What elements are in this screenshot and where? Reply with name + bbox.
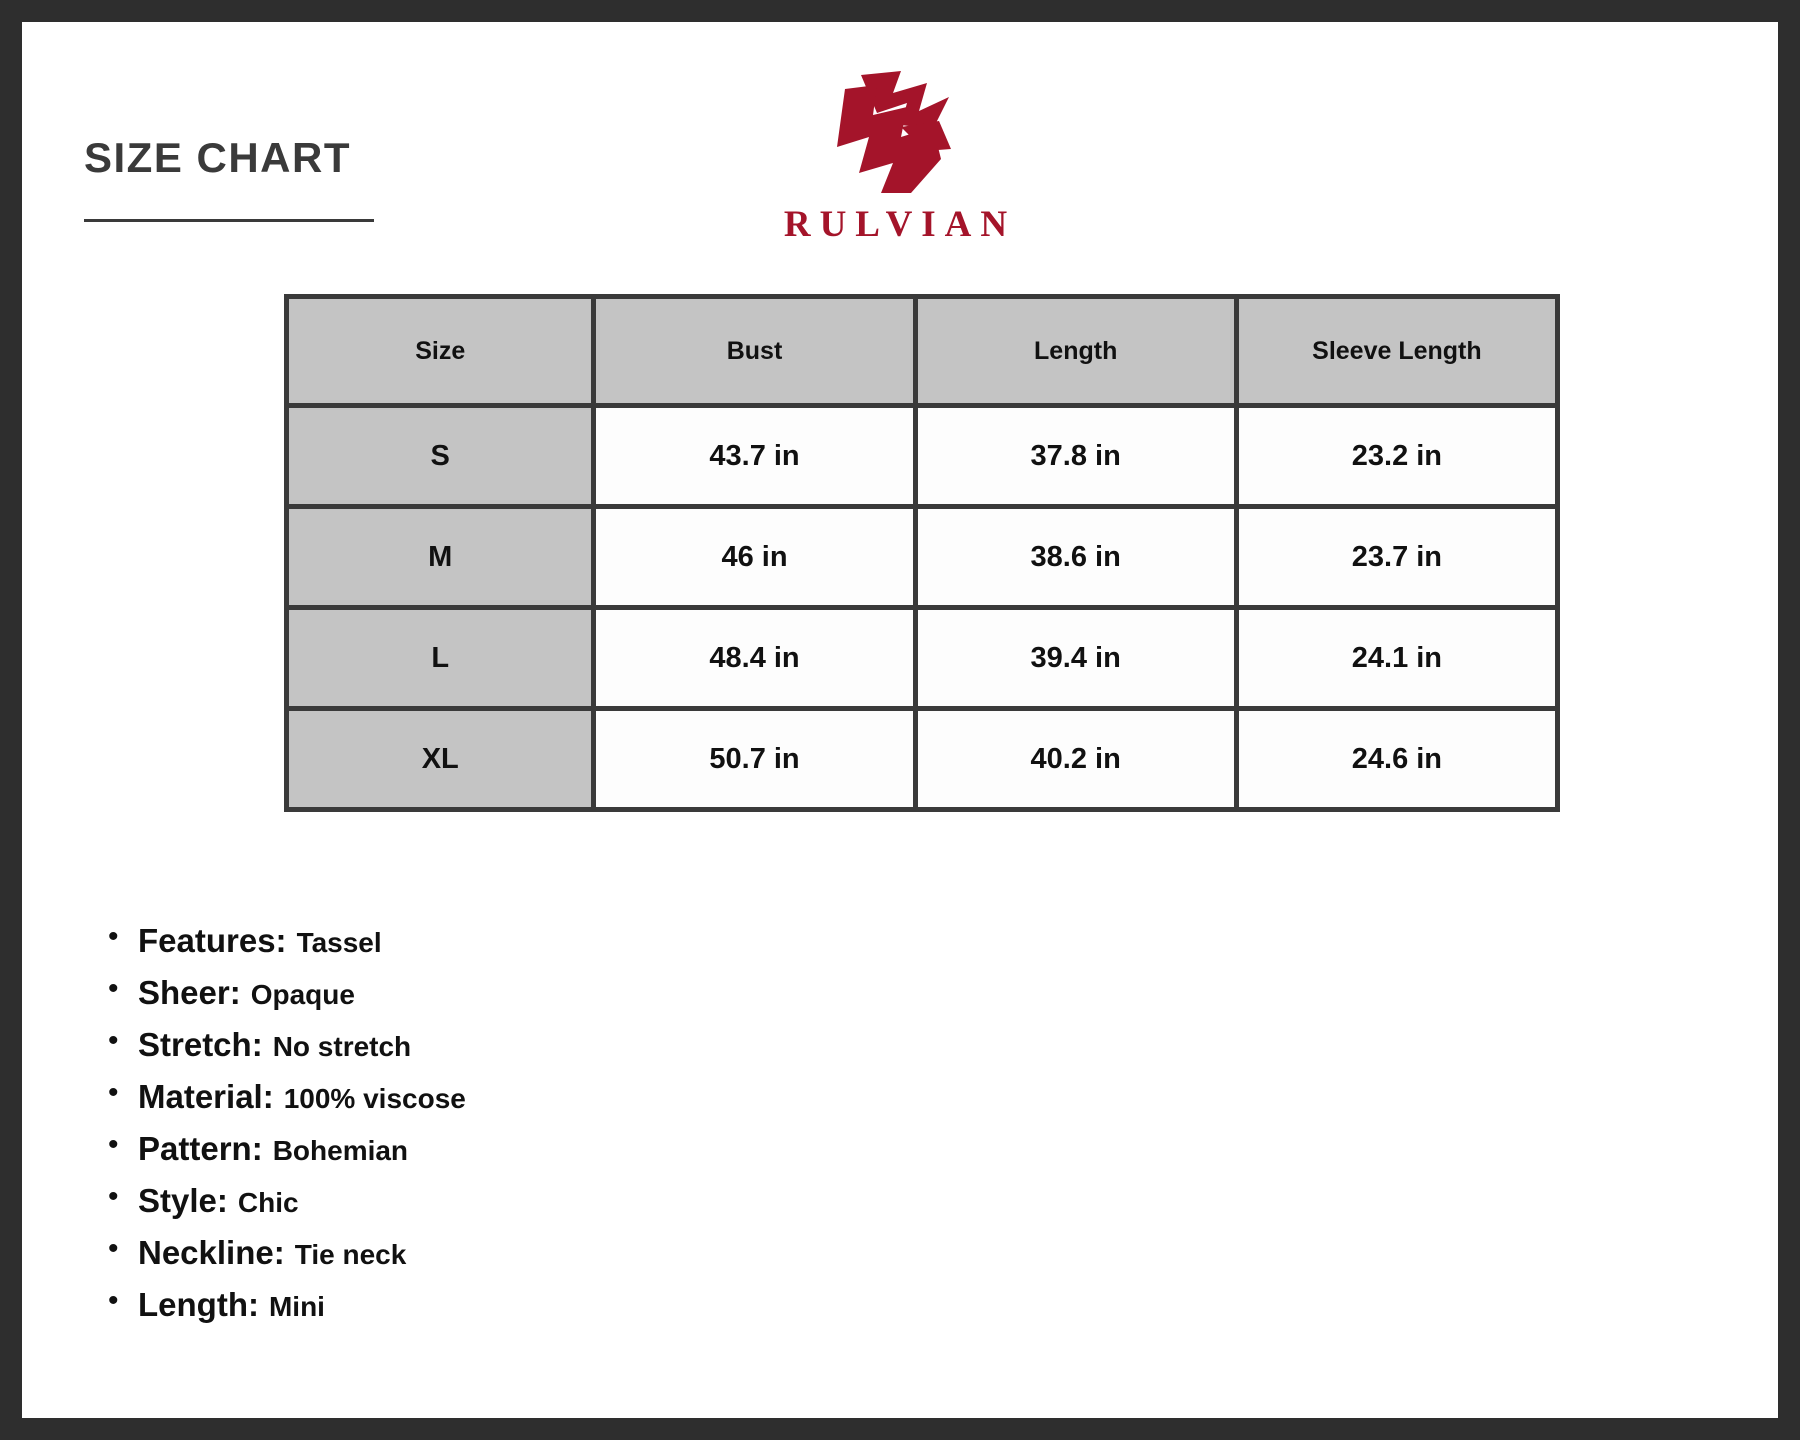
cell-bust: 50.7 in <box>596 711 912 807</box>
cell-length: 40.2 in <box>918 711 1234 807</box>
spec-label-features: Features: <box>138 922 287 959</box>
cell-bust: 46 in <box>596 509 912 605</box>
title-block <box>84 134 374 222</box>
document-inner <box>22 22 1778 1418</box>
cell-size: L <box>289 610 591 706</box>
spec-value-style: Chic <box>237 1186 299 1218</box>
spec-label-sheer: Sheer: <box>138 973 241 1011</box>
cell-sleeve: 24.6 in <box>1239 711 1555 807</box>
table-row <box>289 610 1555 706</box>
list-item <box>100 1078 466 1116</box>
spec-value-pattern: Bohemian <box>272 1134 409 1166</box>
list-item <box>100 1026 466 1064</box>
cell-sleeve: 23.2 in <box>1239 408 1555 504</box>
page-title: SIZE CHART <box>84 134 351 181</box>
column-header-sleeve-length: Sleeve Length <box>1239 299 1555 403</box>
table-row <box>289 408 1555 504</box>
title-underline <box>84 219 374 222</box>
cell-sleeve: 24.1 in <box>1239 610 1555 706</box>
table-header-row <box>289 299 1555 403</box>
spec-value-features: Tassel <box>296 927 382 958</box>
spec-label-material: Material: <box>138 1077 274 1115</box>
rulvian-r-logo-icon <box>815 67 985 197</box>
table-row <box>289 509 1555 605</box>
spec-value-length: Mini <box>268 1290 325 1322</box>
table-row <box>289 711 1555 807</box>
list-item <box>100 1130 466 1168</box>
cell-bust: 43.7 in <box>596 408 912 504</box>
spec-label-style: Style: <box>138 1181 228 1219</box>
cell-length: 37.8 in <box>918 408 1234 504</box>
cell-size: XL <box>289 711 591 807</box>
column-header-size: Size <box>289 299 591 403</box>
spec-value-sheer: Opaque <box>250 978 355 1010</box>
column-header-bust: Bust <box>596 299 912 403</box>
list-item <box>100 922 466 960</box>
spec-value-neckline: Tie neck <box>294 1238 407 1270</box>
size-chart-table <box>284 294 1560 812</box>
cell-sleeve: 23.7 in <box>1239 509 1555 605</box>
cell-length: 39.4 in <box>918 610 1234 706</box>
brand-name: RULVIAN <box>783 204 1017 245</box>
spec-value-stretch: No stretch <box>272 1030 412 1062</box>
cell-bust: 48.4 in <box>596 610 912 706</box>
spec-label-stretch: Stretch: <box>138 1025 263 1063</box>
cell-length: 38.6 in <box>918 509 1234 605</box>
list-item <box>100 1234 466 1272</box>
size-chart-table-wrap <box>284 294 1560 812</box>
spec-value-material: 100% viscose <box>283 1082 466 1114</box>
spec-label-neckline: Neckline: <box>138 1233 285 1271</box>
spec-label-pattern: Pattern: <box>138 1129 263 1167</box>
list-item <box>100 1182 466 1220</box>
list-item <box>100 1286 466 1324</box>
product-spec-list <box>100 922 466 1338</box>
spec-label-length: Length: <box>138 1285 259 1323</box>
column-header-length: Length <box>918 299 1234 403</box>
cell-size: S <box>289 408 591 504</box>
list-item <box>100 974 466 1012</box>
cell-size: M <box>289 509 591 605</box>
